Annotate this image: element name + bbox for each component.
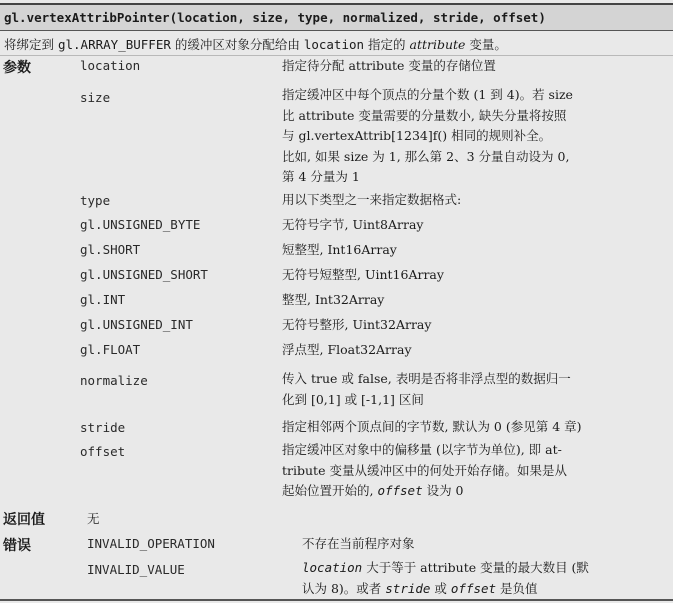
param-offset-name: offset [80,444,126,459]
desc-text-1: 将绑定到 [4,37,58,52]
error-invalid-value-desc [302,558,670,599]
invalid-value-offset: offset [450,580,497,596]
param-size-desc [282,85,670,188]
param-offset-desc [282,440,670,502]
param-location-desc [282,56,670,77]
bottom-rule [0,599,673,601]
param-offset-line: 指定缓冲区对象中的偏移量 (以字节为单位), 即 at- [282,442,562,457]
type-name: gl.SHORT [80,242,141,257]
section-errors: 错误 [3,538,31,554]
error-invalid-value-name: INVALID_VALUE [87,562,185,577]
desc-target-buffer: gl.ARRAY_BUFFER [57,37,171,52]
param-size-line: 比 attribute 变量需要的分量数小, 缺失分量将按照 [282,107,567,123]
invalid-value-location: location [302,560,363,575]
invalid-value-text-2: 认为 8)。或者 [302,580,386,596]
invalid-value-stride: stride [385,580,431,596]
type-desc: 无符号整形, Uint32Array [282,317,432,332]
param-type-name: type [80,193,111,208]
invalid-value-line [302,579,670,600]
param-size-line: 指定缓冲区中每个顶点的分量个数 (1 到 4)。若 size [282,87,573,102]
type-desc: 无符号字节, Uint8Array [282,217,424,232]
invalid-value-text-4: 是负值 [496,580,538,596]
param-normalize-desc [282,369,670,410]
type-desc: 浮点型, Float32Array [282,342,412,357]
type-desc: 短整型, Int16Array [282,242,397,257]
type-name: gl.FLOAT [80,342,141,357]
param-stride-name: stride [80,420,126,435]
invalid-value-text-3: 或 [430,580,451,596]
error-invalid-operation-desc: 不存在当前程序对象 [302,536,415,551]
section-params: 参数 [3,60,31,76]
type-name: gl.INT [80,292,126,307]
invalid-value-line [302,558,670,579]
type-name: gl.UNSIGNED_SHORT [80,267,208,282]
type-name: gl.UNSIGNED_BYTE [80,217,201,232]
param-stride-line: 指定相邻两个顶点间的字节数, 默认为 0 (参见第 4 章) [282,419,582,434]
returns-value: 无 [87,511,100,526]
desc-text-3: 指定的 [364,37,410,52]
type-desc: 整型, Int32Array [282,292,385,307]
param-size-line: 与 gl.vertexAttrib[1234]f() 相同的规则补全。 [282,128,552,143]
signature-header [0,5,673,31]
offset-text-a: 起始位置开始的, [282,483,378,498]
section-returns: 返回值 [3,512,45,528]
type-desc: 无符号短整型, Uint16Array [282,267,444,282]
error-invalid-operation-name: INVALID_OPERATION [87,536,215,551]
desc-text-2: 的缓冲区对象分配给由 [170,37,304,52]
function-description [4,35,669,53]
offset-text-c: 设为 0 [422,483,464,498]
param-type-line: 用以下类型之一来指定数据格式: [282,192,462,207]
param-size-name: size [80,90,111,105]
param-normalize-line: 化到 [0,1] 或 [-1,1] 区间 [282,391,424,407]
param-normalize-line: 传入 true 或 false, 表明是否将非浮点型的数据归一 [282,371,571,386]
desc-location: location [303,37,365,52]
param-type-desc [282,190,670,211]
type-name: gl.UNSIGNED_INT [80,317,193,332]
param-normalize-name: normalize [80,373,148,388]
param-stride-desc [282,417,670,438]
desc-text-4: 变量。 [465,37,507,52]
param-size-line: 第 4 分量为 1 [282,169,360,184]
param-location-name: location [80,58,141,73]
function-signature: gl.vertexAttribPointer(location, size, type, normalized, stride, offset) [4,10,546,25]
offset-keyword: offset [377,483,423,498]
desc-attribute: attribute [409,37,466,52]
param-location-line: 指定待分配 attribute 变量的存储位置 [282,58,496,73]
param-size-line: 比如, 如果 size 为 1, 那么第 2、3 分量自动设为 0, [282,148,570,164]
param-offset-line: tribute 变量从缓冲区中的何处开始存储。如果是从 [282,462,567,478]
invalid-value-text-1: 大于等于 attribute 变量的最大数目 (默 [362,560,589,575]
param-offset-line [282,481,670,502]
